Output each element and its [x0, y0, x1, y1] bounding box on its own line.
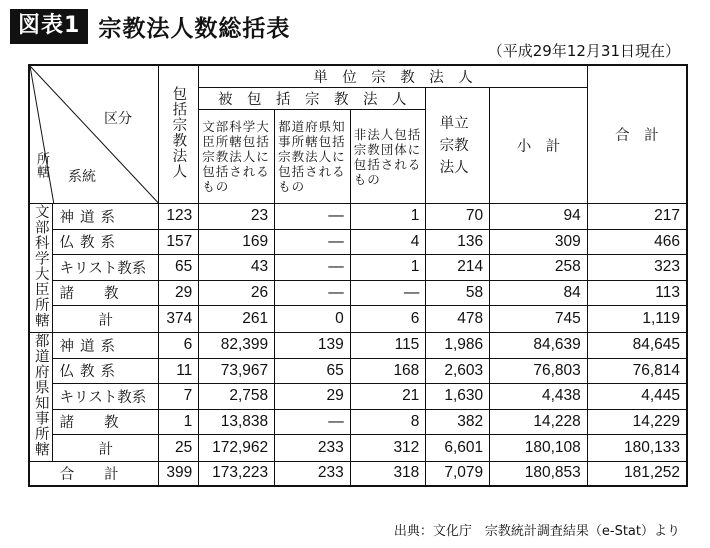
cell: 115: [350, 333, 426, 359]
cell: 169: [199, 229, 275, 255]
cell: 139: [275, 333, 351, 359]
cell: —: [350, 280, 426, 306]
col-monbu-header: 文部科学大臣所轄包括宗教法人に包括されるもの: [199, 110, 275, 204]
row-name: 仏教系: [53, 229, 159, 255]
cell: 6,601: [426, 435, 490, 462]
title-row: [10, 8, 290, 44]
source-note: 出典：文化庁 宗教統計調査結果（e-Stat）より: [393, 524, 680, 539]
table-row: [29, 358, 687, 384]
cell: 2,603: [426, 358, 490, 384]
cell: 233: [275, 435, 351, 462]
row-name: 諸教: [53, 409, 159, 435]
cell: 180,108: [490, 435, 588, 462]
col-hihoujin-header: 非法人包括宗教団体に包括されるもの: [350, 110, 426, 204]
cell: 1,986: [426, 333, 490, 359]
cell: 217: [587, 204, 687, 230]
cell: 94: [490, 204, 588, 230]
cell: 23: [199, 204, 275, 230]
subtotal-row: [29, 435, 687, 462]
cell: 309: [490, 229, 588, 255]
cell: 26: [199, 280, 275, 306]
grand-total-row: [29, 462, 687, 486]
cell: 258: [490, 255, 588, 281]
cell: 214: [426, 255, 490, 281]
cell: 1: [350, 204, 426, 230]
cell: 466: [587, 229, 687, 255]
cell: —: [275, 204, 351, 230]
row-name: 計: [53, 306, 159, 333]
cell: 65: [275, 358, 351, 384]
table-row: [29, 384, 687, 410]
kankatsu-label: 所轄: [34, 152, 49, 178]
cell: 4: [350, 229, 426, 255]
cell: 181,252: [587, 462, 687, 486]
hi-houkatsu-header: 被 包 括 宗 教 法 人: [199, 88, 426, 110]
cell: 7,079: [426, 462, 490, 486]
cell: 168: [350, 358, 426, 384]
cell: 11: [159, 358, 199, 384]
cell: 29: [275, 384, 351, 410]
cell: —: [275, 280, 351, 306]
houkatsu-header: 包括宗教法人: [159, 65, 199, 204]
table-row: [29, 204, 687, 230]
cell: 180,133: [587, 435, 687, 462]
cell: 382: [426, 409, 490, 435]
cell: 173,223: [199, 462, 275, 486]
table-row: [29, 255, 687, 281]
cell: 312: [350, 435, 426, 462]
cell: 113: [587, 280, 687, 306]
cell: 43: [199, 255, 275, 281]
table-row: [29, 333, 687, 359]
cell: 318: [350, 462, 426, 486]
cell: —: [275, 409, 351, 435]
cell: 14,228: [490, 409, 588, 435]
cell: —: [275, 229, 351, 255]
cell: 70: [426, 204, 490, 230]
row-name: 諸教: [53, 280, 159, 306]
cell: 261: [199, 306, 275, 333]
cell: 157: [159, 229, 199, 255]
row-name: 神道系: [53, 333, 159, 359]
row-name: キリスト教系: [53, 255, 159, 281]
cell: 65: [159, 255, 199, 281]
cell: 6: [159, 333, 199, 359]
page-title: 宗教法人数総括表: [98, 15, 291, 42]
table-row: [29, 409, 687, 435]
row-name: キリスト教系: [53, 384, 159, 410]
cell: 0: [275, 306, 351, 333]
cell: 84: [490, 280, 588, 306]
cell: 84,639: [490, 333, 588, 359]
group-label-monbu: 文部科学大臣所轄: [29, 204, 53, 333]
date-note: （平成29年12月31日現在）: [487, 42, 680, 60]
group-label-todofuken: 都道府県知事所轄: [29, 333, 53, 462]
cell: 4,445: [587, 384, 687, 410]
cell: 478: [426, 306, 490, 333]
religious-corporations-table: [28, 64, 688, 487]
cell: 1: [350, 255, 426, 281]
cell: 13,838: [199, 409, 275, 435]
table-row: [29, 229, 687, 255]
cell: 745: [490, 306, 588, 333]
cell: 76,803: [490, 358, 588, 384]
cell: 4,438: [490, 384, 588, 410]
cell: 323: [587, 255, 687, 281]
table-row: [29, 280, 687, 306]
cell: 233: [275, 462, 351, 486]
cell: 2,758: [199, 384, 275, 410]
cell: 1,630: [426, 384, 490, 410]
cell: 21: [350, 384, 426, 410]
cell: 123: [159, 204, 199, 230]
cell: 172,962: [199, 435, 275, 462]
gokei-header: 合 計: [587, 65, 687, 204]
cell: 73,967: [199, 358, 275, 384]
shokei-header: 小 計: [490, 88, 588, 204]
cell: 82,399: [199, 333, 275, 359]
cell: 8: [350, 409, 426, 435]
col-todofuken-header: 都道府県知事所轄包括宗教法人に包括されるもの: [275, 110, 351, 204]
kubun-label: 区分: [104, 111, 132, 127]
cell: 1,119: [587, 306, 687, 333]
cell: 6: [350, 306, 426, 333]
cell: 14,229: [587, 409, 687, 435]
cell: 84,645: [587, 333, 687, 359]
cell: 29: [159, 280, 199, 306]
cell: 374: [159, 306, 199, 333]
cell: 58: [426, 280, 490, 306]
cell: 7: [159, 384, 199, 410]
cell: 136: [426, 229, 490, 255]
cell: 399: [159, 462, 199, 486]
kubun-header: [29, 65, 159, 204]
tanritsu-header: 単立宗教法人: [426, 88, 490, 204]
grand-total-label: 合計: [29, 462, 159, 486]
row-name: 神道系: [53, 204, 159, 230]
tan-i-header: 単 位 宗 教 法 人: [199, 65, 587, 88]
cell: 76,814: [587, 358, 687, 384]
cell: 180,853: [490, 462, 588, 486]
row-name: 仏教系: [53, 358, 159, 384]
cell: —: [275, 255, 351, 281]
figure-label: 図表1: [10, 9, 88, 44]
subtotal-row: [29, 306, 687, 333]
cell: 25: [159, 435, 199, 462]
cell: 1: [159, 409, 199, 435]
row-name: 計: [53, 435, 159, 462]
keito-label: 系統: [68, 169, 96, 185]
